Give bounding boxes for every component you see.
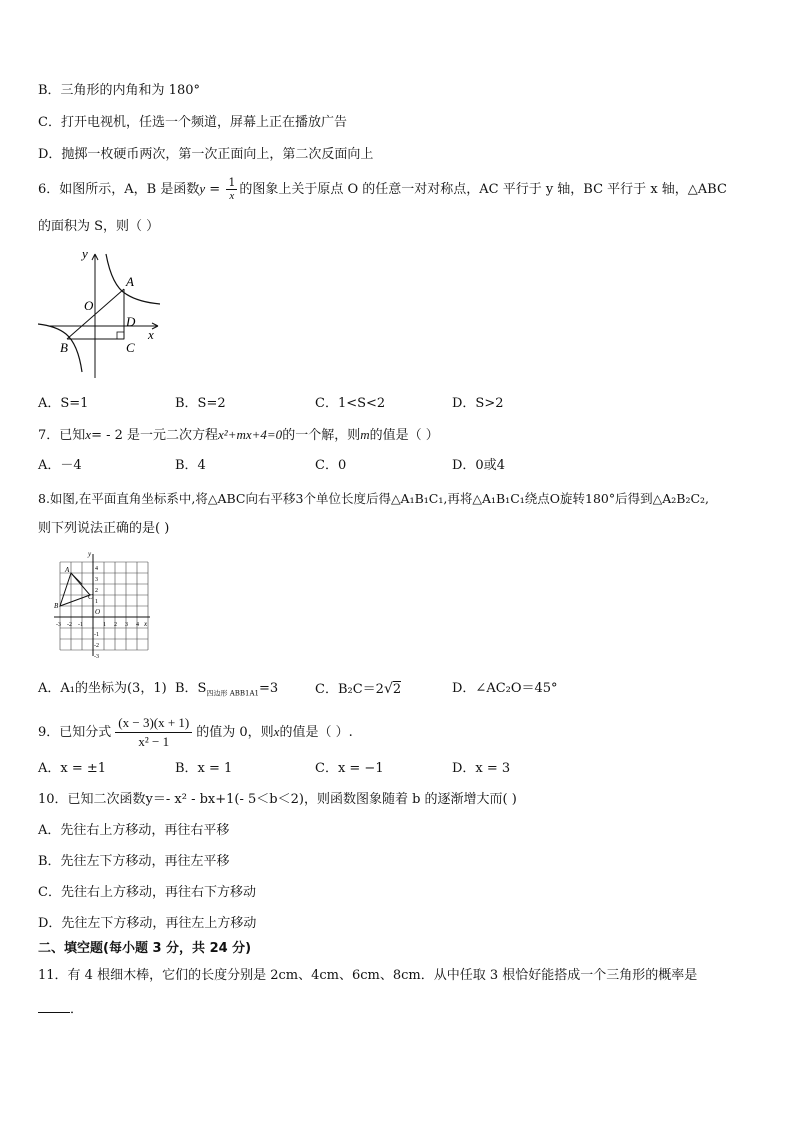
q6-option-b: B．S=2 — [175, 396, 226, 411]
fig6-label-b: B — [60, 340, 68, 355]
q8-stem-line2: 则下列说法正确的是( ) — [38, 521, 170, 536]
q8-option-b: B．$S_{四边形 ABB1A1}=3$ — [175, 681, 279, 698]
fig8-label-o: O — [95, 608, 101, 616]
q8-option-d: D．∠AC₂O＝45° — [452, 681, 558, 696]
fig8-xtick: 1 — [103, 622, 106, 628]
fig6-label-a: A — [126, 274, 134, 289]
fig8-xtick: -1 — [78, 622, 83, 628]
q8-option-a: A．A₁的坐标为(3，1) — [38, 681, 167, 696]
q6-stem-line2: 的面积为 S，则（ ） — [38, 219, 160, 234]
fig8-ytick: 3 — [95, 577, 98, 583]
q6-hyperbola-figure — [38, 244, 178, 380]
fig8-xtick: 2 — [114, 622, 117, 628]
fig6-label-d: D — [126, 314, 136, 329]
q5-option-c: C．打开电视机，任选一个频道，屏幕上正在播放广告 — [38, 115, 347, 130]
q7-option-c: C．0 — [315, 458, 347, 473]
fig8-xtick: -3 — [56, 622, 61, 628]
fig6-label-y: y — [82, 246, 88, 261]
fig8-ytick: -1 — [94, 632, 99, 638]
fig8-xtick: 4 — [136, 622, 139, 628]
answer-blank — [38, 1000, 70, 1013]
q10-option-b: B．先往左下方移动，再往左平移 — [38, 854, 230, 869]
q5-option-d: D．抛掷一枚硬币两次，第一次正面向上，第二次反面向上 — [38, 147, 374, 162]
q6-option-a: A．S=1 — [38, 396, 89, 411]
q11-stem: 11．有 4 根细木棒，它们的长度分别是 2cm、4cm、6cm、8cm．从中任取 3 根恰好能搭成一个三角形的概率是 — [38, 968, 698, 983]
section-heading: 二、填空题(每小题 3 分，共 24 分) — [38, 941, 252, 956]
q6-fraction: $\frac{1}{x}$ — [228, 176, 236, 202]
fig8-ytick: -2 — [94, 643, 99, 649]
q9-fraction: $\frac{(x - 3)(x + 1)}{\text{x² − 1}}$ — [115, 714, 192, 751]
fig8-label-c: C — [88, 593, 93, 601]
q10-option-d: D．先往左下方移动，再往左上方移动 — [38, 916, 257, 931]
fig8-ytick: -3 — [94, 654, 99, 660]
q7-option-d: D．0或4 — [452, 458, 505, 473]
fig6-label-x: x — [148, 327, 154, 342]
q7-stem: 7．已知x= - 2 是一元二次方程x²+mx+4=0的一个解，则m的值是（ ） — [38, 427, 439, 443]
fig6-label-c: C — [126, 340, 135, 355]
q6-option-c: C．1<S<2 — [315, 396, 386, 411]
fig8-ytick: 2 — [95, 588, 98, 594]
q10-option-c: C．先往右上方移动，再往右下方移动 — [38, 885, 256, 900]
q8-option-c: C．B₂C＝2√2 — [315, 681, 402, 697]
fig8-ytick: 4 — [95, 566, 98, 572]
q9-option-b: B．x = 1 — [175, 761, 233, 776]
q9-option-a: A．x = ±1 — [38, 761, 107, 776]
q10-stem: 10．已知二次函数y＝- x² - bx+1(- 5＜b＜2)，则函数图象随着 b 的逐渐增大而( ) — [38, 792, 517, 807]
fig6-label-o: O — [84, 298, 94, 313]
q11-answer-line: ． — [38, 1000, 83, 1019]
fig8-ytick: 1 — [95, 599, 98, 605]
q9-option-d: D．x = 3 — [452, 761, 511, 776]
fig8-xtick: -2 — [67, 622, 72, 628]
q8-stem: 8.如图,在平面直角坐标系中,将△ABC向右平移3个单位长度后得△A₁B₁C₁,再将△A₁B₁C₁绕点O旋转180°后得到△A₂B₂C₂, — [38, 491, 710, 506]
q6-stem: 6．如图所示，A，B 是函数y = $\frac{1}{x}$ 的图象上关于原点 O 的任意一对对称点，AC 平行于 y 轴，BC 平行于 x 轴，△ABC — [38, 176, 727, 202]
fig8-label-a: A — [65, 566, 70, 574]
q10-option-a: A．先往右上方移动，再往右平移 — [38, 823, 230, 838]
q9-stem: 9．已知分式 $\frac{(x - 3)(x + 1)}{\text{x² − 1}}$ 的值为 0，则x的值是（ ）. — [38, 715, 353, 749]
q7-option-a: A．－4 — [38, 458, 82, 473]
fig8-xtick: 3 — [125, 622, 128, 628]
q5-option-b: B．三角形的内角和为 180° — [38, 83, 200, 98]
fig8-label-y: y — [88, 550, 92, 558]
fig8-label-b: B — [54, 602, 59, 610]
q9-option-c: C．x = −1 — [315, 761, 384, 776]
q6-option-d: D．S>2 — [452, 396, 504, 411]
q7-option-b: B．4 — [175, 458, 206, 473]
fig8-label-x: x — [144, 620, 148, 628]
q8-grid-figure — [50, 550, 154, 662]
